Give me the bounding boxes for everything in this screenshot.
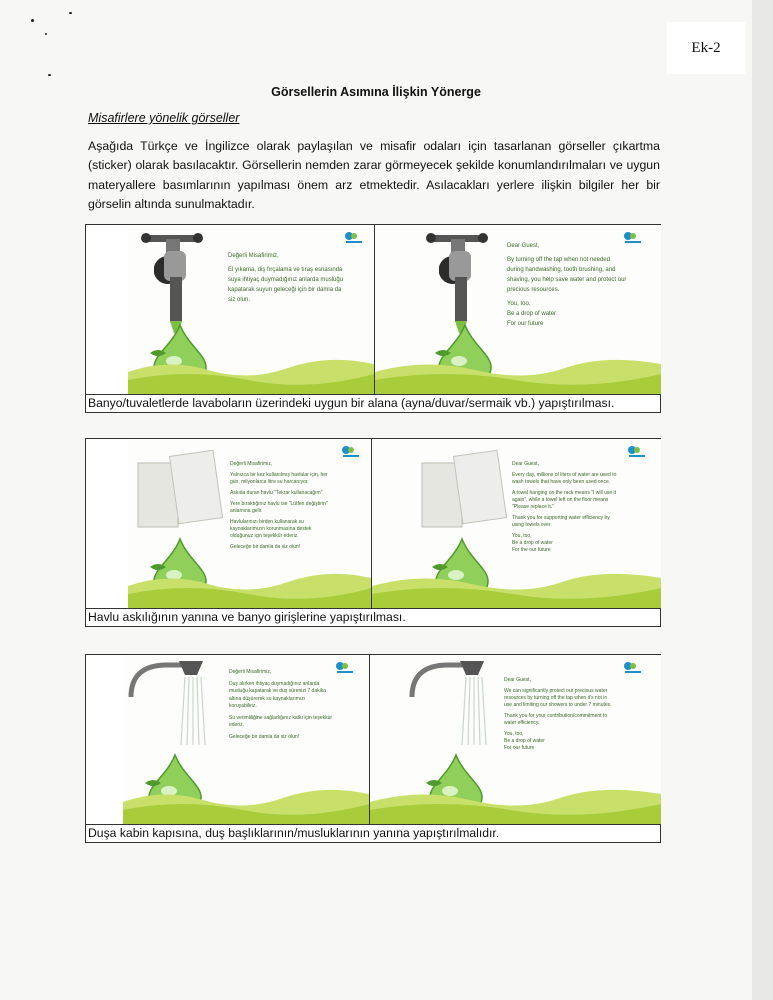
sticker-tr [128, 225, 374, 394]
sticker-line: Su verimliliğine sağladığınız katkı için teşekkür ederiz. [229, 714, 333, 728]
sticker-line: Be a drop of water [504, 738, 545, 744]
sticker-line: Be a drop of water [512, 540, 553, 546]
sticker-text-tr [230, 461, 330, 555]
sticker-text-en [512, 461, 618, 558]
sticker-line: Yere bıraktığınız havlu ise "Lütfen değiştirin" anlamına gelir. [230, 501, 328, 514]
sticker-tr [123, 655, 369, 824]
grass-wave [370, 784, 661, 824]
sticker-line: Thank you for supporting water efficiency by using towels over. [512, 515, 610, 528]
sticker-line: By turning off the tap when not needed during handwashing, tooth brushing, and shaving, you help save water and protect our precious resources. [507, 257, 627, 293]
sticker-en [374, 225, 661, 394]
sticker-text-tr [228, 251, 344, 309]
sticker-text-tr [229, 669, 333, 745]
grass-wave [128, 568, 371, 608]
grass-wave [372, 568, 661, 608]
sticker-line: Değerli Misafirimiz, [229, 669, 272, 675]
sticker-caption: Havlu askılığının yanına ve banyo girişlerine yapıştırılması. [86, 608, 660, 626]
scan-speck [45, 33, 47, 35]
sticker-line: Be a drop of water [507, 311, 557, 317]
sticker-block-sink [85, 224, 661, 413]
sticker-line: El yıkama, diş fırçalama ve tıraş esnasında suya ihtiyaç duymadığınız anlarda musluğu kapatarak suyun geleceği için bir damla da siz olun. [228, 267, 344, 303]
grass-wave [375, 354, 661, 394]
sticker-en [369, 655, 661, 824]
sticker-line: Askıda duran havlu "Tekrar kullanacağım" [230, 490, 323, 496]
page-edge [752, 0, 773, 1000]
scan-speck [31, 19, 34, 22]
sticker-caption: Banyo/tuvaletlerde lavaboların üzerindeki uygun bir alana (ayna/duvar/sermaik vb.) yapıştırılması. [86, 394, 660, 412]
sticker-line: Geleceğe bir damla da siz olun! [230, 544, 301, 550]
sticker-text-en [504, 677, 614, 756]
sticker-line: Değerli Misafirimiz, [230, 461, 273, 467]
page-title: Görsellerin Asımına İlişkin Yönerge [271, 85, 481, 99]
sticker-line: For our future [504, 745, 535, 751]
brand-logo-icon [333, 661, 355, 675]
section-subtitle: Misafirlere yönelik görseller [88, 111, 240, 125]
sticker-line: Dear Guest, [504, 677, 531, 683]
sticker-line: You, too, [512, 533, 532, 539]
sticker-line: Dear Guest, [507, 243, 540, 249]
sticker-en [371, 439, 661, 608]
sticker-line: For our future [507, 321, 544, 327]
sticker-line: Geleceğe bir damla da siz olun! [229, 733, 300, 740]
sticker-caption: Duşa kabin kapısına, duş başlıklarının/musluklarının yanına yapıştırılmalıdır. [86, 824, 660, 842]
sticker-line: Duş alırken ihtiyaç duymadığınız anlarda musluğu kapatarak ve duş sürenizi 7 dakika altına düşürerek su kaynaklarımızı koruyabiliriz. [229, 680, 326, 709]
scan-speck [69, 12, 72, 14]
sticker-line: You, too, [507, 301, 531, 307]
grass-wave [123, 784, 369, 824]
sticker-line: For the our future [512, 547, 551, 553]
brand-logo-icon [621, 661, 643, 675]
sticker-line: Havlularınızı birden kullanarak su kaynaklarımızın korunmasına destek olduğunuz için teşekkür ederiz. [230, 519, 312, 539]
towel-icon [418, 447, 510, 537]
sticker-text-en [507, 241, 627, 333]
sticker-line: You, too, [504, 731, 524, 737]
sticker-block-towel [85, 438, 661, 627]
sticker-line: Dear Guest, [512, 461, 539, 467]
sticker-line: Every day, millions of liters of water are used to wash towels that have only been used once. [512, 472, 617, 485]
sticker-line: We can significantly protect our precious water resources by turning off the tap when it's not in use and limiting our showers to under 7 minutes. [504, 688, 612, 708]
shower-head-icon [127, 657, 217, 749]
towel-icon [134, 447, 226, 537]
scan-speck [48, 74, 51, 76]
sticker-line: Yalnızca bir kez kullanılmış havlular için, her gün, milyonlarca litre su harcanıyor. [230, 472, 328, 485]
brand-logo-icon [342, 231, 364, 245]
sticker-line: Değerli Misafirimiz, [228, 253, 279, 259]
annex-label: Ek-2 [667, 22, 745, 74]
intro-paragraph: Aşağıda Türkçe ve İngilizce olarak paylaşılan ve misafir odaları için tasarlanan görseller çıkartma (sticker) olarak basılacaktır. Görsellerin nemden zarar görmeyecek şekilde konumlandırılmaları ve uygun materyallere basımlarının yapılması önem arz etmektedir. Asılacakları yerlere ilişkin bilgiler her bir görselin altında sunulmaktadır. [88, 139, 660, 212]
sticker-line: Thank you for your contribution/commitment to water efficiency. [504, 713, 608, 726]
shower-head-icon [408, 657, 498, 749]
sticker-tr [128, 439, 371, 608]
sticker-block-shower [85, 654, 661, 843]
grass-wave [128, 354, 374, 394]
brand-logo-icon [625, 445, 647, 459]
brand-logo-icon [339, 445, 361, 459]
sticker-line: A towel hanging on the rack means "I will use it again", while a towel left on the floor means "Please replace it." [512, 490, 617, 510]
